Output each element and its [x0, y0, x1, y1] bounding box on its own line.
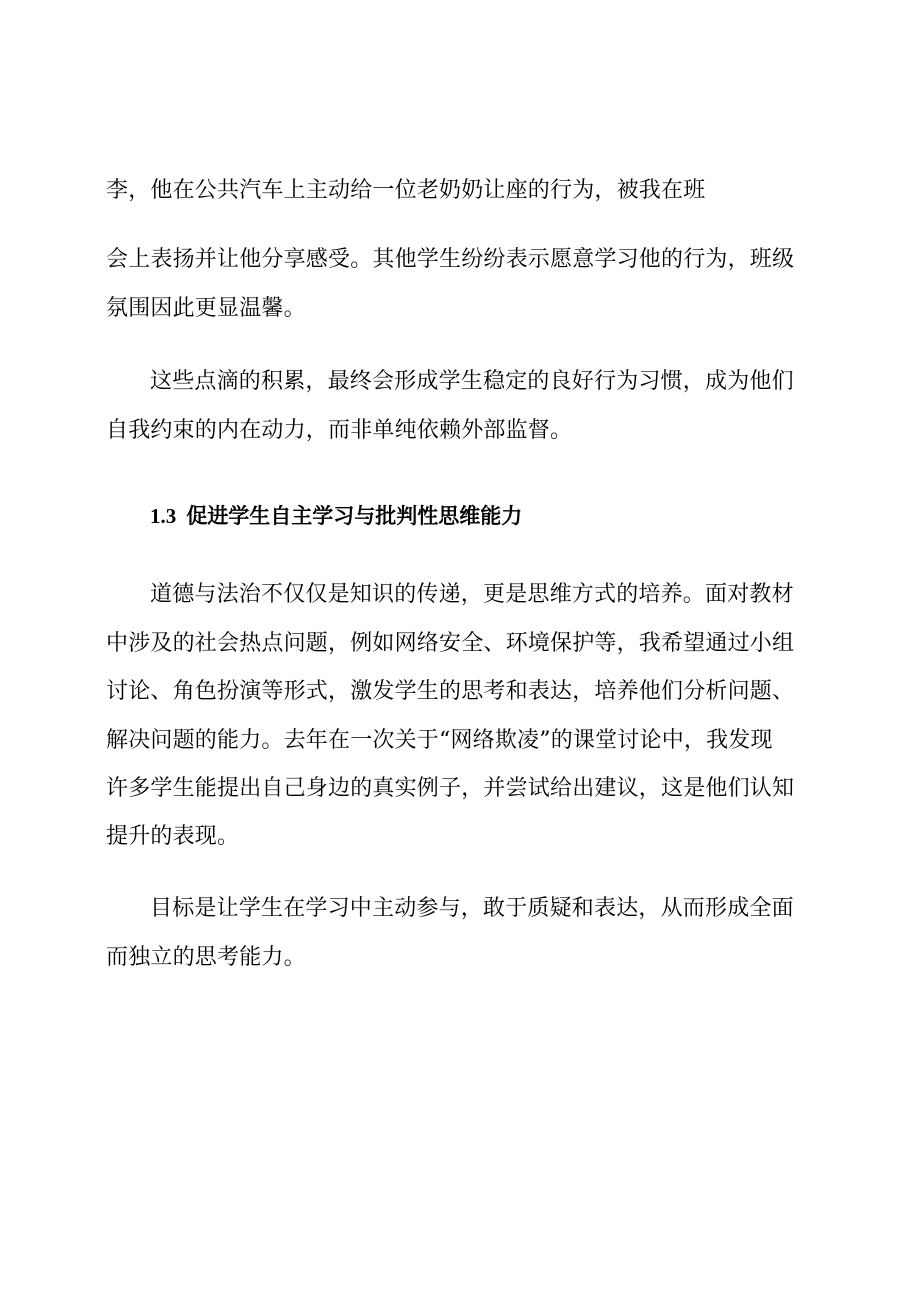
paragraph-3-line-2: 中涉及的社会热点问题，例如网络安全、环境保护等，我希望通过小组 [106, 631, 795, 656]
paragraph-3-line-4: 解决问题的能力。去年在一次关于“网络欺凌”的课堂讨论中，我发现 [106, 728, 773, 753]
section-number: 1.3 [150, 504, 177, 528]
paragraph-3-line-6: 提升的表现。 [106, 824, 240, 849]
paragraph-4-line-1: 目标是让学生在学习中主动参与，敢于质疑和表达，从而形成全面 [150, 896, 794, 921]
paragraph-1-line-3: 氛围因此更显温馨。 [106, 296, 306, 321]
paragraph-3-line-5: 许多学生能提出自己身边的真实例子，并尝试给出建议，这是他们认知 [106, 776, 795, 801]
paragraph-2-line-1: 这些点滴的积累，最终会形成学生稳定的良好行为习惯，成为他们 [150, 369, 794, 394]
paragraph-4-line-2: 而独立的思考能力。 [106, 945, 306, 970]
section-heading [150, 501, 522, 531]
paragraph-1-line-2: 会上表扬并让他分享感受。其他学生纷纷表示愿意学习他的行为，班级 [106, 247, 795, 272]
section-title: 促进学生自主学习与批判性思维能力 [186, 504, 523, 528]
paragraph-3-line-3: 讨论、角色扮演等形式，激发学生的思考和表达，培养他们分析问题、 [106, 679, 795, 704]
paragraph-2-line-2: 自我约束的内在动力，而非单纯依赖外部监督。 [106, 418, 573, 443]
paragraph-3-line-1: 道德与法治不仅仅是知识的传递，更是思维方式的培养。面对教材 [150, 582, 794, 607]
paragraph-1-line-1: 李，他在公共汽车上主动给一位老奶奶让座的行为，被我在班 [106, 178, 706, 203]
